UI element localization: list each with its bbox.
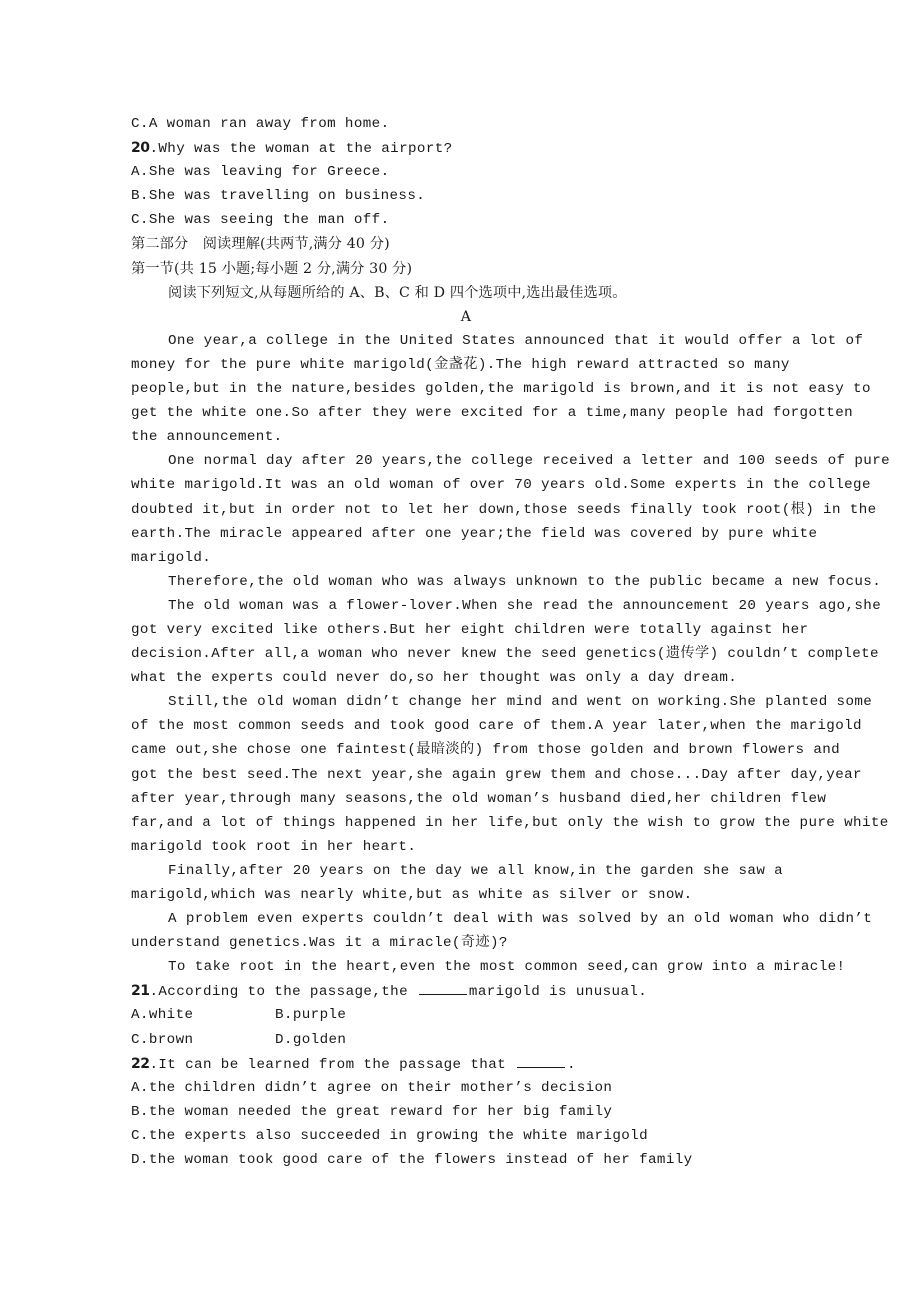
- question-stem: [131, 979, 831, 1003]
- passage-line: understand genetics.Was it a miracle(奇迹)?: [131, 935, 508, 952]
- passage-line: of the most common seeds and took good care of them.A year later,when the marigold: [131, 718, 862, 735]
- instructions: 阅读下列短文,从每题所给的 A、B、C 和 D 四个选项中,选出最佳选项。: [168, 284, 627, 301]
- option-a: A.the children didn’t agree on their mother’s decision: [131, 1079, 613, 1096]
- question-text: .Why was the woman at the airport?: [149, 141, 453, 158]
- passage-line: Finally,after 20 years on the day we all know,in the garden she saw a: [168, 862, 784, 879]
- question-number: 22: [131, 1055, 150, 1072]
- passage-line: marigold,which was nearly white,but as white as silver or snow.: [131, 887, 693, 903]
- passage-line: To take root in the heart,even the most common seed,can grow into a miracle!: [168, 959, 846, 976]
- passage-line: Still,the old woman didn’t change her mind and went on working.She planted some: [168, 694, 873, 711]
- question-text-before: .According to the passage,the: [149, 984, 417, 1001]
- option-b: B.the woman needed the great reward for her big family: [131, 1103, 613, 1120]
- question-21: [131, 979, 831, 1051]
- option-d: D.the woman took good care of the flowers instead of her family: [131, 1152, 693, 1169]
- option-c: C.the experts also succeeded in growing the white marigold: [131, 1127, 649, 1144]
- passage-line: money for the pure white marigold(金盏花).The high reward attracted so many: [131, 356, 790, 373]
- option-b: B.purple: [275, 1007, 347, 1024]
- passage-line: far,and a lot of things happened in her life,but only the wish to grow the pure white: [131, 814, 889, 831]
- q20-option-c: C.She was seeing the man off.: [131, 212, 390, 229]
- passage-title: A: [460, 308, 472, 325]
- passage-line: Therefore,the old woman who was always unknown to the public became a new focus.: [168, 573, 882, 590]
- q19-option-c: C.A woman ran away from home.: [131, 116, 390, 132]
- question-22: [131, 1052, 831, 1172]
- passage-line: One year,a college in the United States announced that it would offer a lot of: [168, 332, 864, 349]
- passage-body: [131, 329, 891, 980]
- question-text-after: marigold is unusual.: [468, 984, 648, 1001]
- option-d: D.golden: [275, 1031, 347, 1048]
- answer-blank: [517, 1053, 565, 1068]
- question-number: 20: [131, 140, 150, 157]
- passage-line: earth.The miracle appeared after one year;the field was covered by pure white: [131, 525, 818, 542]
- passage-line: decision.After all,a woman who never knew the seed genetics(遗传学) couldn’t complete: [131, 646, 879, 663]
- question-text-before: .It can be learned from the passage that: [149, 1056, 515, 1073]
- passage-line: doubted it,but in order not to let her down,those seeds finally took root(根) in the: [131, 501, 877, 518]
- passage-line: after year,through many seasons,the old woman’s husband died,her children flew: [131, 790, 827, 807]
- passage-line: the announcement.: [131, 429, 283, 446]
- passage-line: got the best seed.The next year,she again grew them and chose...Day after day,year: [131, 766, 862, 783]
- question-text-after: .: [566, 1056, 576, 1073]
- section-heading: 第一节(共 15 小题;每小题 2 分,满分 30 分): [131, 260, 413, 277]
- answer-blank: [419, 980, 467, 995]
- q20-option-a: A.She was leaving for Greece.: [131, 164, 390, 181]
- passage-line: what the experts could never do,so her thought was only a day dream.: [131, 670, 738, 687]
- question-stem: [131, 1052, 831, 1076]
- q20-stem: [131, 136, 831, 160]
- passage-line: marigold.: [131, 549, 212, 566]
- passage-line: A problem even experts couldn’t deal with was solved by an old woman who didn’t: [168, 911, 873, 928]
- options-row: [131, 1003, 831, 1027]
- passage-line: came out,she chose one faintest(最暗淡的) from those golden and brown flowers and: [131, 742, 841, 759]
- options-row: [131, 1028, 831, 1052]
- option-c: C.brown: [131, 1031, 194, 1048]
- passage-line: One normal day after 20 years,the college received a letter and 100 seeds of pure: [168, 453, 891, 470]
- passage-line: marigold took root in her heart.: [131, 838, 417, 855]
- q20-option-b: B.She was travelling on business.: [131, 188, 426, 205]
- question-number: 21: [131, 983, 150, 1000]
- passage-line: get the white one.So after they were excited for a time,many people had forgotten: [131, 405, 854, 422]
- exam-page: [131, 112, 891, 1172]
- passage-line: white marigold.It was an old woman of over 70 years old.Some experts in the college: [131, 477, 871, 494]
- option-a: A.white: [131, 1007, 194, 1024]
- part-heading: 第二部分 阅读理解(共两节,满分 40 分): [131, 236, 390, 253]
- passage-line: people,but in the nature,besides golden,the marigold is brown,and it is not easy to: [131, 381, 871, 398]
- passage-line: The old woman was a flower-lover.When she read the announcement 20 years ago,she: [168, 597, 882, 614]
- passage-line: got very excited like others.But her eight children were totally against her: [131, 621, 809, 638]
